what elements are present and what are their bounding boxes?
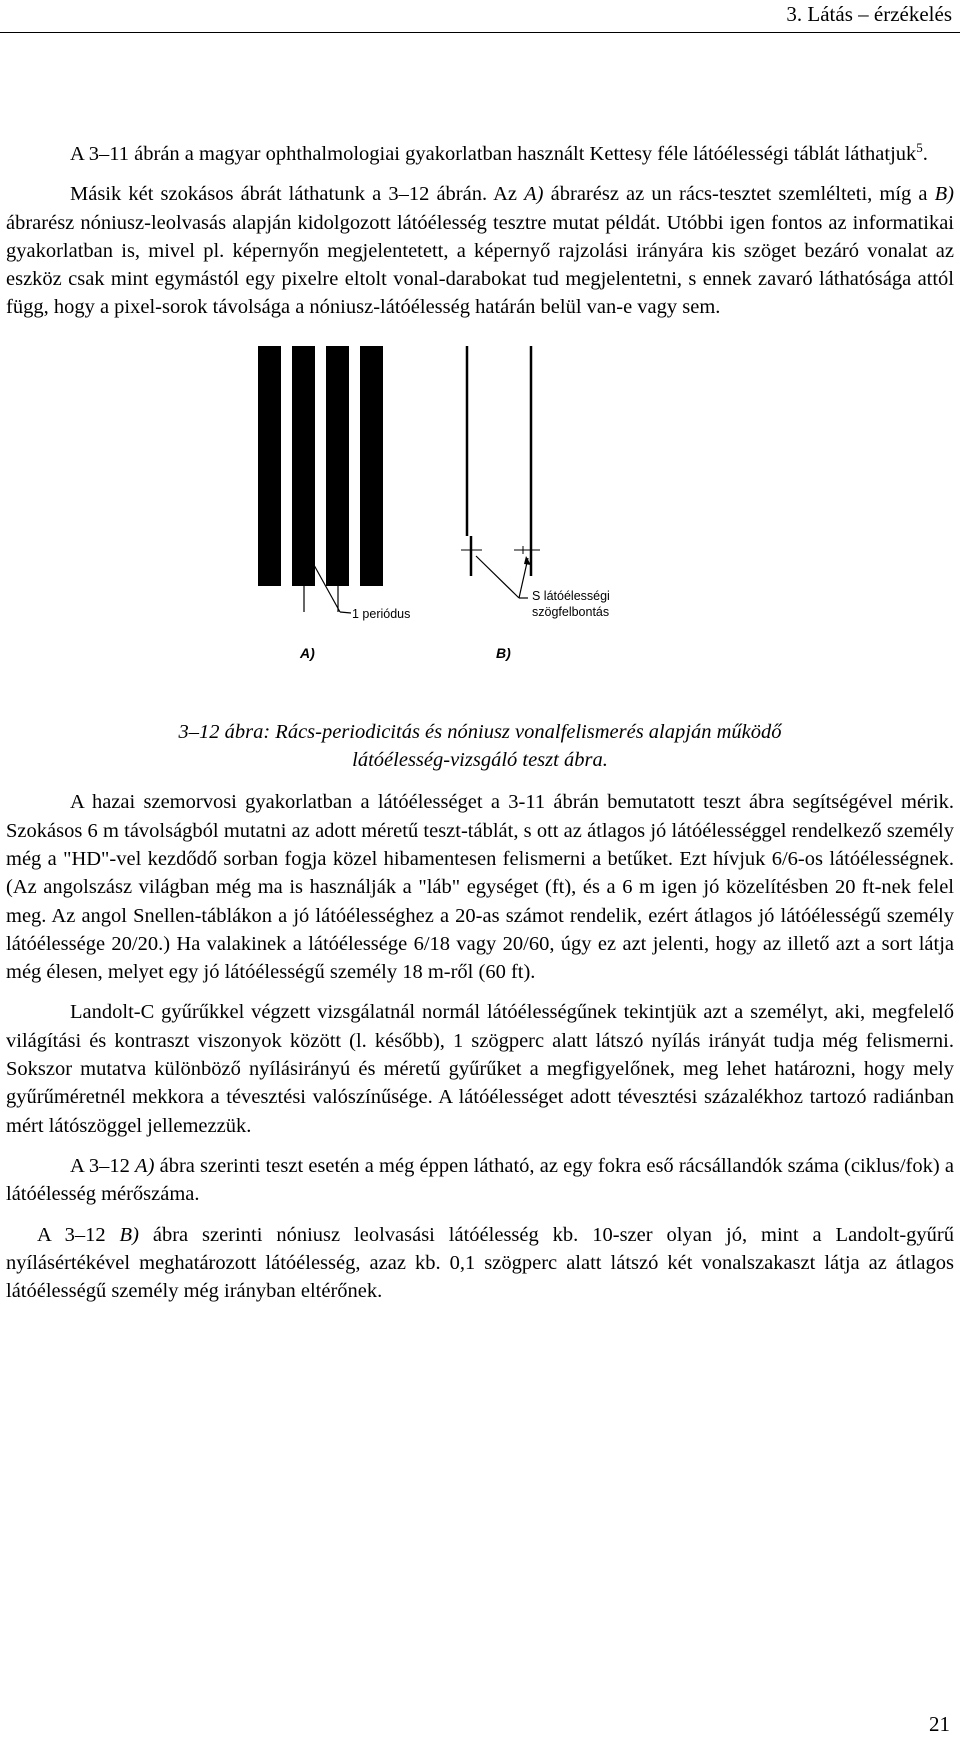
paragraph-landolt: Landolt-C gyűrűkkel végzett vizsgálatnál normál látóélességűnek tekintjük azt a személyt, aki, megfelelő világítási és kontraszt viszonyok között (l. később), 1 szögperc alatt látszó nyílás irányát tudja még felismerni. Sokszor mutatva különböző nyílásirányú és méretű gyűrűket a megfigyelőnek, meg lehet határozni, hogy mely gyűrűméretnél mekkora a tévesztési valószínűsége. A látóélességet adott tévesztési százalékhoz tartozó radiánban mért látószöggel jellemezzük. [6, 1001, 954, 1137]
paragraph-vernier-acuity: A 3–12 B) ábra szerinti nóniusz leolvasási látóélesség kb. 10-szer olyan jó, mint a Landolt-gyűrű nyílásértékével meghatározott látóélesség, azaz kb. 0,1 szögperc alatt látszó két vonalszakaszt látja az átlagos látóélességű személy még irányban eltérőnek. [6, 1223, 954, 1303]
figure-3-12 [6, 336, 954, 706]
label-part-b: B) [496, 644, 511, 661]
page-number: 21 [929, 1712, 950, 1736]
label-acuity-2: szögfelbontás [532, 604, 610, 619]
paragraph-figure-intro: Másik két szokásos ábrát láthatunk a 3–12 ábrán. Az A) ábrarész az un rács-tesztet szemlélteti, míg a B) ábrarész nóniusz-leolvasás alapján kidolgozott látóélesség tesztre mutat példát. Utóbbi igen fontos az informatikai gyakorlatban is, mivel pl. képernyőn megjelentetett, a képernyő rajzolási irányára kis szöget bezáró vonalat az eszköz csak mint egymástól egy pixelre eltolt vonal-darabokat tud megjelentetni, s ennek zavaró láthatósága attól függ, hogy a pixel-sorok távolsága a nóniusz-látóélesség határán belül van-e vagy sem. [6, 183, 955, 319]
figure-caption: 3–12 ábra: Rács-periodicitás és nóniusz vonalfelismerés alapján működő látóélesség-vizsgáló teszt ábra. [178, 720, 782, 772]
header-rule [0, 32, 960, 33]
paragraph-snellen: A hazai szemorvosi gyakorlatban a látóélességet a 3-11 ábrán bemutatott teszt ábra segítségével mérik. Szokásos 6 m távolságból mutatni az adott méretű teszt-táblát, s ott az átlagos jó látóélességgel rendelkező személy még a "HD"-vel kezdődő sorban fogja közel hibamentesen felismerni a betűket. Ezt hívjuk 6/6-os látóélességnek. (Az angolszász világban még ma is használják a "láb" egységet (ft), és a 6 m igen jó közelítésben 20 ft-nek felel meg. Az angol Snellen-táblákon a jó látóélességhez a 20-as számot rendelik, ezért átlagos jó látóélességű személy látóélessége 20/20.) Ha valakinek a látóélessége 6/18 vagy 20/60, úgy ez azt jelenti, hogy az illető azt a sort látja még élesen, melyet egy jó látóélességű személy 18 m-ről (60 ft). [6, 791, 954, 984]
page-body [6, 140, 954, 1305]
label-acuity-1: S látóélességi [532, 588, 610, 603]
running-header: 3. Látás – érzékelés [786, 2, 952, 26]
label-part-a: A) [300, 644, 315, 661]
paragraph-grating-acuity: A 3–12 A) ábra szerinti teszt esetén a még éppen látható, az egy fokra eső rácsállandók száma (ciklus/fok) a látóélesség mérőszáma. [6, 1154, 954, 1206]
figure-drawing [6, 336, 954, 706]
paragraph-kettesy: A 3–11 ábrán a magyar ophthalmologiai gyakorlatban használt Kettesy féle látóélességi táblát láthatjuk$^5$. [70, 140, 928, 165]
grating-bar [258, 346, 281, 586]
footnote-ref: 5 [916, 140, 923, 155]
label-period: 1 periódus [352, 606, 411, 621]
grating-bar [360, 346, 383, 586]
